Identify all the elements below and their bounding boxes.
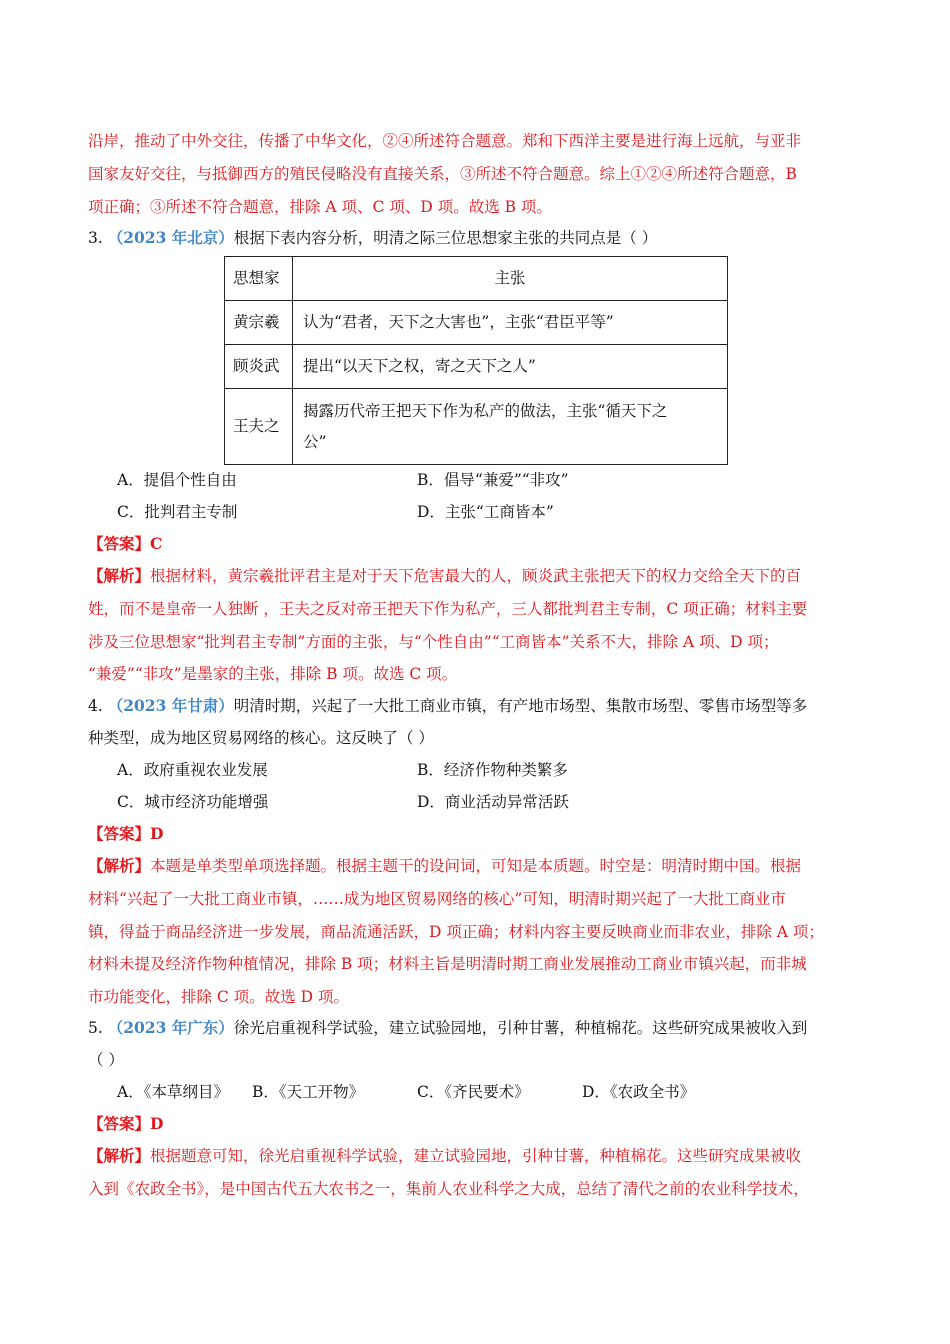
q5-option-c[interactable]: C．《齐民要术》 xyxy=(417,1083,530,1101)
q4-analysis-line-5: 市功能变化，排除 C 项。故选 D 项。 xyxy=(88,988,349,1006)
q3-analysis-line-3: 涉及三位思想家“批判君主专制”方面的主张，与“个性自由”“工商皆本”关系不大，排除 A 项、D 项； xyxy=(88,633,779,651)
q5-option-b[interactable]: B．《天工开物》 xyxy=(252,1083,365,1101)
q5-analysis-line-1 xyxy=(88,1145,801,1167)
q5-option-a[interactable]: A．《本草纲目》 xyxy=(117,1083,229,1101)
q3-source: （2023 年北京） xyxy=(107,228,234,247)
prev-analysis-line-3: 项正确；③所述不符合题意，排除 A 项、C 项、D 项。故选 B 项。 xyxy=(88,198,552,216)
analysis-text: 根据题意可知，徐光启重视科学试验，建立试验园地，引种甘薯，种植棉花。这些研究成果被收 xyxy=(150,1147,802,1165)
q4-stem-line-1 xyxy=(88,695,807,717)
q5-stem-line-2: （ ） xyxy=(88,1051,124,1069)
q5-source: （2023 年广东） xyxy=(107,1018,234,1037)
answer-label: 【答案】 xyxy=(88,534,151,553)
q5-answer xyxy=(88,1113,163,1135)
q4-stem-line-2: 种类型，成为地区贸易网络的核心。这反映了（ ） xyxy=(88,729,434,747)
q4-analysis-line-1 xyxy=(88,855,801,877)
header-thinker: 思想家 xyxy=(225,257,293,301)
q3-answer xyxy=(88,533,162,555)
q3-option-b[interactable]: B．倡导“兼爱”“非攻” xyxy=(417,471,569,489)
q4-option-c[interactable]: C．城市经济功能增强 xyxy=(117,793,269,811)
q5-option-d[interactable]: D．《农政全书》 xyxy=(582,1083,696,1101)
analysis-label: 【解析】 xyxy=(88,566,151,585)
q4-stem-text: 明清时期，兴起了一大批工商业市镇，有产地市场型、集散市场型、零售市场型等多 xyxy=(233,697,808,715)
row-claim-line-2: 公” xyxy=(303,432,327,451)
analysis-label: 【解析】 xyxy=(88,1146,151,1165)
q3-option-c[interactable]: C．批判君主专制 xyxy=(117,503,238,521)
q4-analysis-line-3: 镇，得益于商品经济进一步发展，商品流通活跃，D 项正确；材料内容主要反映商业而非农业，排除 A 项； xyxy=(88,923,824,941)
row-claim: 提出“以天下之权，寄之天下之人” xyxy=(293,345,728,389)
q4-analysis-line-4: 材料未提及经济作物种植情况，排除 B 项；材料主旨是明清时期工商业发展推动工商业市镇兴起，而非城 xyxy=(88,955,807,973)
q4-option-a[interactable]: A．政府重视农业发展 xyxy=(117,761,268,779)
q3-option-a[interactable]: A．提倡个性自由 xyxy=(117,471,237,489)
answer-label: 【答案】 xyxy=(88,1114,151,1133)
q4-answer xyxy=(88,823,163,845)
answer-value: D xyxy=(150,1114,164,1133)
table-row xyxy=(225,345,728,389)
q3-thinkers-table xyxy=(224,256,728,465)
q3-stem xyxy=(88,227,657,249)
q3-analysis-line-1 xyxy=(88,565,801,587)
analysis-text: 本题是单类型单项选择题。根据主题干的设问词，可知是本质题。时空是：明清时期中国。根据 xyxy=(150,857,802,875)
q5-analysis-line-2: 入到《农政全书》，是中国古代五大农书之一，集前人农业科学之大成，总结了清代之前的农业科学技术， xyxy=(88,1180,809,1198)
q3-number: 3. xyxy=(88,229,103,247)
table-header-row xyxy=(225,257,728,301)
table-row xyxy=(225,301,728,345)
row-thinker-name: 顾炎武 xyxy=(225,345,293,389)
analysis-label: 【解析】 xyxy=(88,856,151,875)
row-claim: 认为“君者，天下之大害也”，主张“君臣平等” xyxy=(293,301,728,345)
q3-analysis-line-4: “兼爱”“非攻”是墨家的主张，排除 B 项。故选 C 项。 xyxy=(88,665,458,683)
row-claim-line-1: 揭露历代帝王把天下作为私产的做法，主张“循天下之 xyxy=(303,401,668,420)
q5-stem-line-1 xyxy=(88,1017,807,1039)
q5-number: 5. xyxy=(88,1019,103,1037)
table-row xyxy=(225,389,728,465)
q4-analysis-line-2: 材料“兴起了一大批工商业市镇，……成为地区贸易网络的核心”可知，明清时期兴起了一大批工商业市 xyxy=(88,890,786,908)
row-thinker-name: 王夫之 xyxy=(225,389,293,465)
answer-value: D xyxy=(150,824,164,843)
prev-analysis-line-1: 沿岸，推动了中外交往，传播了中华文化，②④所述符合题意。郑和下西洋主要是进行海上远航，与亚非 xyxy=(88,132,802,150)
answer-value: C xyxy=(150,534,163,553)
q5-stem-text: 徐光启重视科学试验，建立试验园地，引种甘薯，种植棉花。这些研究成果被收入到 xyxy=(233,1019,808,1037)
q3-option-d[interactable]: D．主张“工商皆本” xyxy=(417,503,554,521)
answer-label: 【答案】 xyxy=(88,824,151,843)
prev-analysis-line-2: 国家友好交往，与抵御西方的殖民侵略没有直接关系，③所述不符合题意。综上①②④所述符合题意，B xyxy=(88,165,797,183)
q3-analysis-line-2: 姓，而不是皇帝一人独断 ，王夫之反对帝王把天下作为私产，三人都批判君主专制，C 项正确；材料主要 xyxy=(88,600,808,618)
q4-number: 4. xyxy=(88,697,103,715)
q4-source: （2023 年甘肃） xyxy=(107,696,234,715)
q3-stem-text: 根据下表内容分析，明清之际三位思想家主张的共同点是（ ） xyxy=(233,229,658,247)
analysis-text: 根据材料，黄宗羲批评君主是对于天下危害最大的人，顾炎武主张把天下的权力交给全天下的百 xyxy=(150,567,802,585)
header-claim: 主张 xyxy=(293,257,728,301)
q4-option-b[interactable]: B．经济作物种类繁多 xyxy=(417,761,568,779)
row-claim xyxy=(293,389,728,465)
row-thinker-name: 黄宗羲 xyxy=(225,301,293,345)
q4-option-d[interactable]: D．商业活动异常活跃 xyxy=(417,793,569,811)
